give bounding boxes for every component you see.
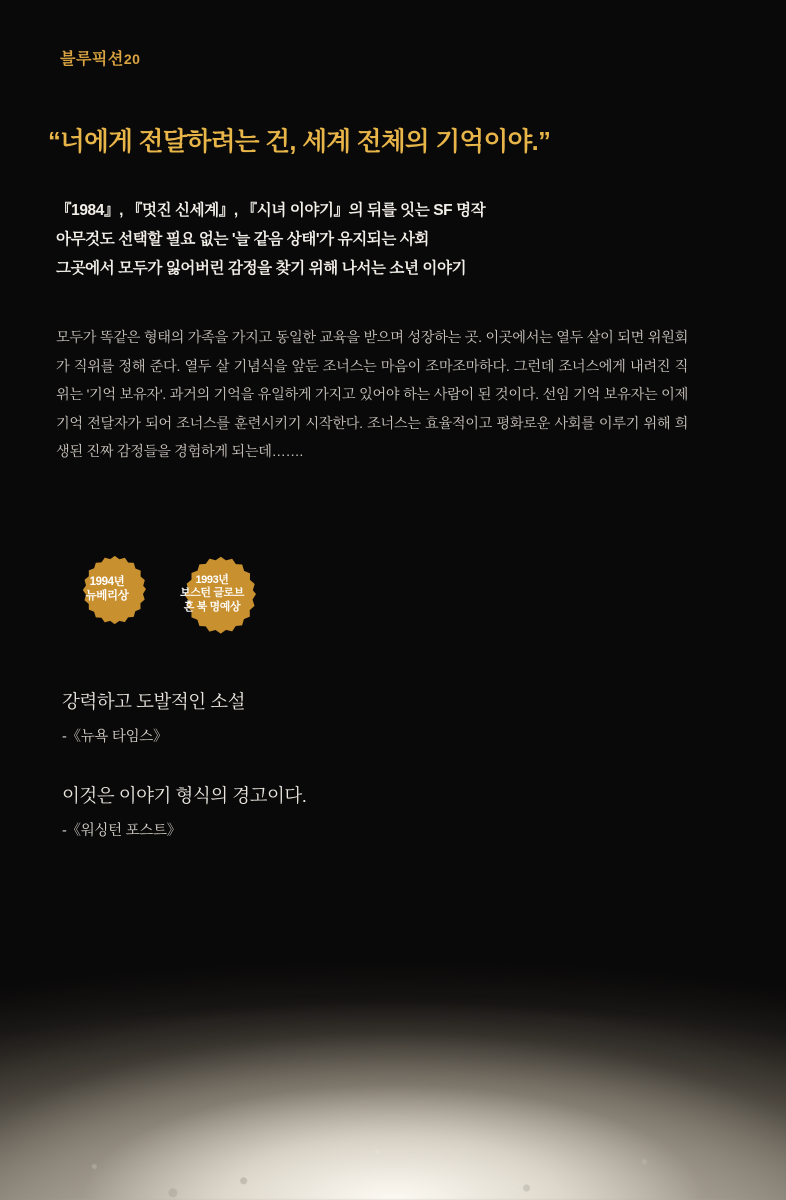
quote-source: -《뉴욕 타임스》 xyxy=(62,729,168,745)
series-number: 20 xyxy=(123,51,141,67)
award-2-line-2: 보스턴 글로브 xyxy=(179,587,244,600)
award-seal-text xyxy=(180,574,244,615)
synopsis-paragraph: 모두가 똑같은 형태의 가족을 가지고 동일한 교육을 받으며 성장하는 곳. 이곳에서는 열두 살이 되면 위원회가 직위를 정해 준다. 열두 살 기념식을 앞둔 조너스는 마음이 조마조마하다. 그런데 조너스에게 내려진 직위는 '기억 보유자'. 과거의 기억을 유일하게 가지고 있어야 하는 사람이 된 것이다. 선임 기억 보유자는 이제 기억 전달자가 되어 조너스를 훈련시키기 시작한다. 조너스는 효율적이고 평화로운 사회를 이루기 위해 희생된 진짜 감정들을 경험하게 되는데……. xyxy=(56,330,688,460)
series-name: 블루픽션 xyxy=(60,51,124,68)
award-seal-boston-globe xyxy=(168,550,256,638)
award-seal-newbery xyxy=(68,550,146,628)
award-1-line-1: 1994년 xyxy=(89,576,125,588)
award-2-line-1: 1993년 xyxy=(195,573,229,586)
award-1-line-2: 뉴베리상 xyxy=(85,590,129,602)
snow-landscape-photo xyxy=(0,900,786,1200)
tagline-3: 그곳에서 모두가 잃어버린 감정을 찾기 위해 나서는 소년 이야기 xyxy=(56,260,467,277)
tagline-2: 아무것도 선택할 필요 없는 '늘 같음 상태'가 유지되는 사회 xyxy=(56,231,430,248)
review-quote-list xyxy=(62,688,746,876)
award-2-line-3: 혼 북 명예상 xyxy=(183,600,241,613)
review-quote-2 xyxy=(62,782,746,840)
headline-quote: “너에게 전달하려는 건, 세계 전체의 기억이야.” xyxy=(48,128,551,156)
award-seal-text xyxy=(86,575,129,603)
quote-text: 강력하고 도발적인 소설 xyxy=(62,691,245,712)
quote-source: -《워싱턴 포스트》 xyxy=(62,823,181,839)
series-label xyxy=(60,46,140,69)
review-quote-1 xyxy=(62,688,746,746)
award-seal-group xyxy=(68,550,256,638)
tagline-list xyxy=(56,196,746,283)
snow-texture xyxy=(0,960,786,1200)
tagline-1: 『1984』, 『멋진 신세계』, 『시녀 이야기』의 뒤를 잇는 SF 명작 xyxy=(56,202,486,219)
quote-text: 이것은 이야기 형식의 경고이다. xyxy=(62,785,307,806)
